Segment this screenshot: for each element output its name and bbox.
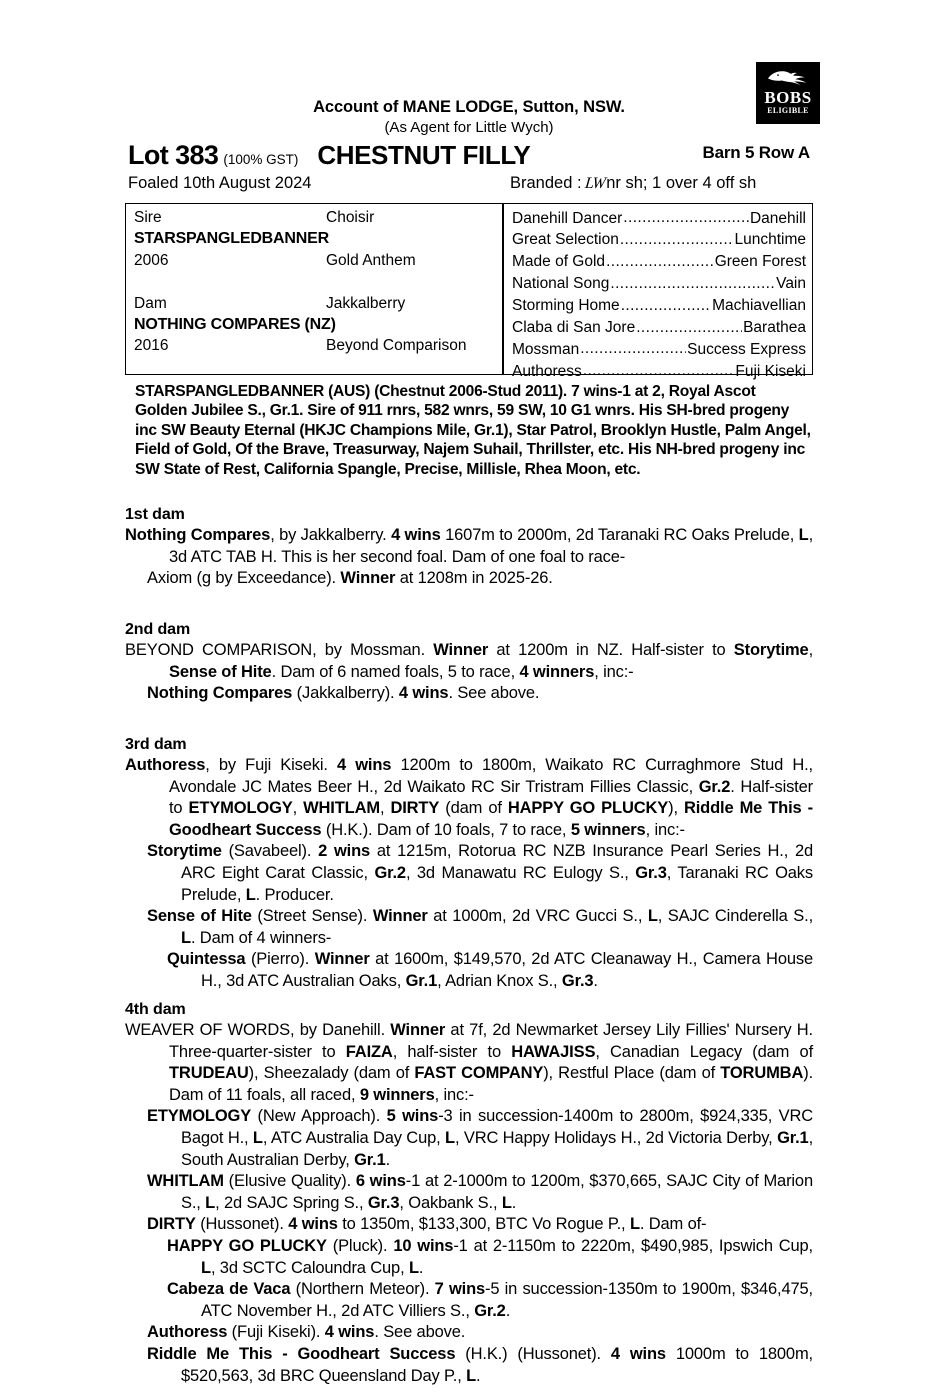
spacer <box>326 271 498 292</box>
ancestor-dam: Lunchtime <box>734 231 806 249</box>
ancestor-sire: Authoress <box>512 362 582 380</box>
fourth-dam-paragraph: WEAVER OF WORDS, by Danehill. Winner at 7f, 2d Newmarket Jersey Lily Fillies' Nursery H. Three-quarter-sister to FAIZA, half-sister to HAWAJISS, Canadian Legacy (dam of TRUDEAU), Sheezalady (dam of FAST COMPANY), Restful Place (dam of TORUMBA). Dam of 11 foals, all raced, 9 winners, inc:- <box>125 1021 813 1104</box>
leader-dots <box>623 207 749 223</box>
progeny-entry: Storytime (Savabeel). 2 wins at 1215m, Rotorua RC NZB Insurance Pearl Series H., 2d ARC Eight Carat Classic, Gr.2, 3d Manawatu RC Eulogy S., Gr.3, Taranaki RC Oaks Prelude, L. Producer. <box>147 842 813 904</box>
sire-year: 2006 <box>134 251 169 269</box>
pedigree-ancestor-row <box>512 295 806 317</box>
ancestor-dam: Fuji Kiseki <box>735 362 806 380</box>
ancestor-dam: Vain <box>776 275 806 293</box>
leader-dots <box>636 317 742 333</box>
dam-sire: Jakkalberry <box>326 294 406 312</box>
pedigree-col-grandparents <box>326 207 498 357</box>
fourth-dam-heading: 4th dam <box>125 1001 186 1018</box>
third-dam-section <box>125 736 813 993</box>
foaled-branded-line <box>128 174 810 198</box>
ancestor-sire: National Song <box>512 275 610 293</box>
foaled-date: Foaled 10th August 2024 <box>128 174 312 192</box>
second-dam-heading: 2nd dam <box>125 621 191 638</box>
progeny-entry: DIRTY (Hussonet). 4 wins to 1350m, $133,300, BTC Vo Rogue P., L. Dam of- <box>147 1215 707 1234</box>
agent-line: (As Agent for Little Wych) <box>384 119 554 136</box>
brand-glyph: LW <box>583 175 606 192</box>
horse-description: CHESTNUT FILLY <box>317 140 531 170</box>
gst-note: (100% GST) <box>223 152 299 167</box>
pedigree-col-parents <box>134 207 336 357</box>
ancestor-sire: Mossman <box>512 340 580 358</box>
sire-sire: Choisir <box>326 209 375 226</box>
pedigree-table <box>125 203 813 380</box>
progeny-entry: WHITLAM (Elusive Quality). 6 wins-1 at 2-1000m to 1200m, $370,665, SAJC City of Marion S., L, 2d SAJC Spring S., Gr.3, Oakbank S., L. <box>147 1172 813 1212</box>
third-dam-heading: 3rd dam <box>125 736 187 753</box>
sire-label: Sire <box>134 209 162 226</box>
first-dam-paragraph: Nothing Compares, by Jakkalberry. 4 wins 1607m to 2000m, 2d Taranaki RC Oaks Prelude, L, 3d ATC TAB H. This is her second foal. Dam of one foal to race- <box>125 526 813 566</box>
ancestor-dam: Success Express <box>687 340 806 358</box>
account-line: Account of MANE LODGE, Sutton, NSW. <box>313 98 625 116</box>
ancestor-dam: Green Forest <box>714 253 806 271</box>
third-dam-progeny-list <box>125 841 813 992</box>
spacer <box>326 228 498 249</box>
second-dam-section <box>125 621 813 705</box>
progeny-entry: Authoress (Fuji Kiseki). 4 wins. See above. <box>147 1323 466 1342</box>
progeny-entry: Quintessa (Pierro). Winner at 1600m, $149,570, 2d ATC Cleanaway H., Camera House H., 3d ATC Australian Oaks, Gr.1, Adrian Knox S., Gr.3. <box>167 950 814 990</box>
pedigree-ancestor-row <box>512 273 806 295</box>
first-dam-section <box>125 506 813 590</box>
progeny-entry: Axiom (g by Exceedance). Winner at 1208m in 2025-26. <box>147 569 553 588</box>
branded-label: Branded : <box>510 174 582 192</box>
lot-line <box>128 140 810 170</box>
pedigree-ancestor-row <box>512 229 806 251</box>
ancestor-sire: Made of Gold <box>512 253 606 271</box>
fourth-dam-section <box>125 1001 813 1387</box>
sire-name: STARSPANGLEDBANNER <box>134 230 329 248</box>
dam-dam: Beyond Comparison <box>326 337 467 355</box>
fourth-dam-progeny-list <box>125 1106 813 1387</box>
ancestor-sire: Storming Home <box>512 297 620 315</box>
ancestor-sire: Claba di San Jore <box>512 319 636 337</box>
leader-dots <box>580 338 686 354</box>
first-dam-progeny-list <box>125 568 813 590</box>
pedigree-column-divider <box>502 204 504 374</box>
pedigree-ancestor-row <box>512 207 806 229</box>
leader-dots <box>583 360 735 376</box>
leader-dots <box>620 229 734 245</box>
leader-dots <box>621 295 711 311</box>
second-dam-paragraph: BEYOND COMPARISON, by Mossman. Winner at 1200m in NZ. Half-sister to Storytime, Sense of Hite. Dam of 6 named foals, 5 to race, 4 winners, inc:- <box>125 641 813 681</box>
third-dam-paragraph: Authoress, by Fuji Kiseki. 4 wins 1200m to 1800m, Waikato RC Curraghmore Stud H., Avondale JC Mates Beer H., 2d Waikato RC Sir Tristram Fillies Classic, Gr.2. Half-sister to ETYMOLOGY, WHITLAM, DIRTY (dam of HAPPY GO PLUCKY), Riddle Me This - Goodheart Success (H.K.). Dam of 10 foals, 7 to race, 5 winners, inc:- <box>125 756 813 839</box>
bobs-wordmark: BOBS <box>764 88 812 107</box>
pedigree-ancestor-row <box>512 338 806 360</box>
horse-head-icon <box>765 67 811 87</box>
ancestor-dam: Danehill <box>749 209 806 227</box>
ancestor-dam: Barathea <box>743 319 806 337</box>
leader-dots <box>610 273 775 289</box>
branded-info <box>510 174 756 193</box>
first-dam-heading: 1st dam <box>125 506 185 523</box>
branded-detail: nr sh; 1 over 4 off sh <box>606 174 757 192</box>
pedigree-ancestor-row <box>512 317 806 339</box>
sire-dam: Gold Anthem <box>326 251 416 269</box>
dam-label: Dam <box>134 294 167 312</box>
sire-summary-paragraph: STARSPANGLEDBANNER (AUS) (Chestnut 2006-Stud 2011). 7 wins-1 at 2, Royal Ascot Golden Jubilee S., Gr.1. Sire of 911 rnrs, 582 wnrs, 59 SW, 10 G1 wnrs. His SH-bred progeny inc SW Beauty Eternal (HKJC Champions Mile, Gr.1), Star Patrol, Brooklyn Hustle, Palm Angel, Field of Gold, Of the Brave, Treasurway, Najem Suhail, Thrillster, etc. His NH-bred progeny inc SW State of Rest, California Spangle, Precise, Millisle, Rhea Moon, etc. <box>135 383 811 478</box>
barn-row: Barn 5 Row A <box>702 143 810 162</box>
pedigree-col-great-grandparents <box>512 207 806 382</box>
ancestor-sire: Danehill Dancer <box>512 209 623 227</box>
pedigree-ancestor-row <box>512 360 806 382</box>
spacer <box>326 314 498 335</box>
leader-dots <box>606 251 714 267</box>
progeny-entry: Nothing Compares (Jakkalberry). 4 wins. See above. <box>147 684 540 703</box>
spacer <box>134 271 314 292</box>
dam-name: NOTHING COMPARES (NZ) <box>134 316 336 334</box>
dam-year: 2016 <box>134 337 169 355</box>
ancestor-sire: Great Selection <box>512 231 619 249</box>
progeny-entry: Riddle Me This - Goodheart Success (H.K.) (Hussonet). 4 wins 1000m to 1800m, $520,563, 3d BRC Queensland Day P., L. <box>147 1344 813 1385</box>
progeny-entry: Cabeza de Vaca (Northern Meteor). 7 wins-5 in succession-1350m to 1900m, $346,475, ATC November H., 2d ATC Villiers S., Gr.2. <box>167 1280 813 1320</box>
progeny-entry: ETYMOLOGY (New Approach). 5 wins-3 in succession-1400m to 2800m, $924,335, VRC Bagot H., L, ATC Australia Day Cup, L, VRC Happy Holidays H., 2d Victoria Derby, Gr.1, South Australian Derby, Gr.1. <box>147 1107 814 1169</box>
pedigree-ancestor-row <box>512 251 806 273</box>
progeny-entry: Sense of Hite (Street Sense). Winner at 1000m, 2d VRC Gucci S., L, SAJC Cinderella S., L. Dam of 4 winners- <box>147 907 813 947</box>
ancestor-dam: Machiavellian <box>712 297 806 315</box>
bobs-eligible-text: ELIGIBLE <box>767 106 809 115</box>
progeny-entry: HAPPY GO PLUCKY (Pluck). 10 wins-1 at 2-1150m to 2220m, $490,985, Ipswich Cup, L, 3d SCTC Caloundra Cup, L. <box>167 1236 813 1277</box>
lot-number: Lot 383 <box>128 140 219 170</box>
second-dam-progeny-list <box>125 683 813 705</box>
